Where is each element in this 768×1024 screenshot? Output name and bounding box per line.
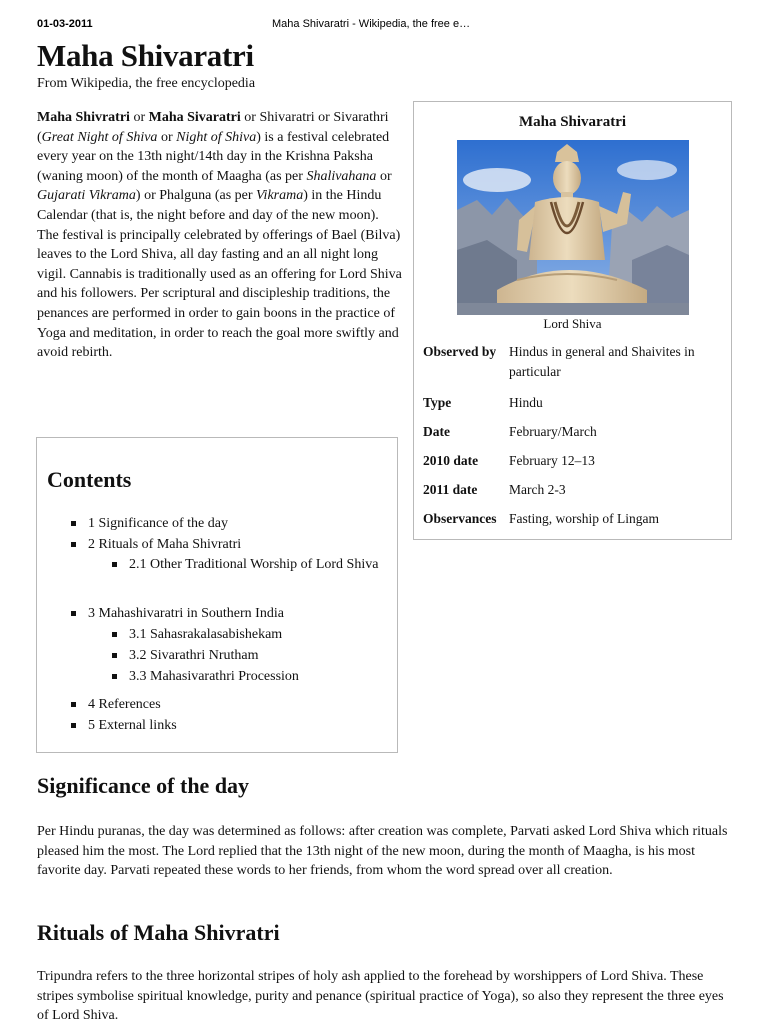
article-tagline: From Wikipedia, the free encyclopedia [37, 76, 256, 91]
intro-text: or [376, 168, 392, 184]
toc-link-label: 2.1 Other Traditional Worship of Lord Shiva [129, 557, 379, 572]
toc-link-procession[interactable] [129, 666, 384, 687]
toc-link-sahasrakalasabishekam[interactable] [129, 624, 384, 645]
toc-link-references[interactable] [88, 694, 161, 715]
bullet-icon [112, 632, 117, 637]
bullet-icon [112, 653, 117, 658]
infobox-value: Fasting, worship of Lingam [509, 511, 659, 526]
italic-term: Shalivahana [306, 168, 377, 184]
bullet-icon [112, 562, 117, 567]
infobox-value: Hindus in general and Shaivites in particular [509, 344, 695, 379]
toc-link-southern-india[interactable] [88, 603, 284, 624]
infobox-key: Observed by [423, 344, 497, 359]
toc-link-label: 4 References [88, 697, 161, 712]
toc-link-significance[interactable] [88, 513, 228, 534]
page-title: Maha Shivaratri [37, 38, 254, 73]
toc-link-label: 3 Mahashivaratri in Southern India [88, 606, 284, 621]
intro-text: or [129, 110, 149, 125]
intro-text: or [157, 129, 177, 145]
print-header [37, 18, 731, 34]
infobox-value: March 2-3 [509, 482, 566, 497]
section-heading-rituals: Rituals of Maha Shivratri [37, 920, 280, 945]
infobox-key: Date [423, 424, 450, 439]
intro-paragraph [37, 108, 403, 363]
infobox-key: 2011 date [423, 482, 478, 497]
bullet-icon [112, 674, 117, 679]
intro-text: ) or Phalguna (as per [135, 188, 257, 204]
infobox-value: February 12–13 [509, 453, 595, 468]
print-page-title: Maha Shivaratri - Wikipedia, the free e… [272, 18, 471, 30]
bullet-icon [71, 521, 76, 526]
infobox-value: February/March [509, 424, 597, 439]
infobox-title: Maha Shivaratri [518, 114, 627, 130]
toc-link-label: 2 Rituals of Maha Shivratri [88, 537, 242, 552]
infobox-key: 2010 date [423, 453, 479, 468]
toc-link-label: 3.2 Sivarathri Nrutham [129, 648, 259, 663]
table-of-contents [36, 437, 398, 753]
bold-term: Maha Sivaratri [148, 110, 241, 125]
toc-link-external-links[interactable] [88, 715, 177, 736]
intro-text: or Shivaratri or Sivarathri ( [37, 110, 389, 145]
italic-term: Great Night of Shiva [41, 129, 158, 145]
shiva-statue-image[interactable] [457, 140, 689, 315]
toc-link-nrutham[interactable] [129, 645, 384, 666]
toc-link-label: 3.1 Sahasrakalasabishekam [129, 627, 283, 642]
infobox-caption: Lord Shiva [543, 316, 602, 331]
bullet-icon [71, 702, 76, 707]
toc-link-label: 3.3 Mahasivarathri Procession [129, 669, 299, 684]
toc-link-label: 5 External links [88, 718, 177, 733]
toc-link-label: 1 Significance of the day [88, 516, 228, 531]
intro-text: ) is a festival celebrated every year on the 13th night/14th day in the Krishna Paksha (waning moon) of the month of Maagha (as per [37, 129, 390, 184]
bold-term: Maha Shivratri [37, 110, 130, 125]
bullet-icon [71, 542, 76, 547]
infobox-value: Hindu [509, 395, 543, 410]
toc-title: Contents [47, 467, 132, 492]
bullet-icon [71, 611, 76, 616]
section-heading-significance: Significance of the day [37, 773, 250, 798]
italic-term: Night of Shiva [176, 129, 257, 145]
infobox [413, 101, 732, 540]
italic-term: Vikrama [256, 188, 304, 204]
infobox-key: Type [423, 395, 452, 410]
bullet-icon [71, 723, 76, 728]
print-date: 01-03-2011 [37, 18, 93, 30]
toc-link-rituals[interactable] [88, 534, 241, 555]
toc-link-other-worship[interactable] [129, 554, 384, 575]
section-paragraph-rituals: Tripundra refers to the three horizontal stripes of holy ash applied to the forehead by worshippers of Lord Shiva. These stripes symbolise spiritual knowledge, purity and penance (spiritual practice of Yoga), so also they represent the three eyes of Lord Shiva. [37, 969, 724, 1024]
section-paragraph-significance: Per Hindu puranas, the day was determined as follows: after creation was complete, Parvati asked Lord Shiva which rituals pleased him the most. The Lord replied that the 13th night of the new moon, during the month of Maagha, is his most favorite day. Parvati repeated these words to her friends, from whom the word spread over all creation. [37, 824, 728, 879]
italic-term: Gujarati Vikrama [37, 188, 136, 204]
intro-text: ) in the Hindu Calendar (that is, the night before and day of the new moon). The festival is principally celebrated by offerings of Bael (Bilva) leaves to the Lord Shiva, all day fasting and an all night long vigil. Cannabis is traditionally used as an offering for Lord Shiva and his followers. Per scriptural and discipleship traditions, the penances are performed in order to gain boons in the practice of Yoga and meditation, in order to reach the goal more swiftly and avoid rebirth. [37, 188, 402, 361]
infobox-key: Observances [423, 511, 497, 526]
shiva-statue-picture [457, 140, 689, 315]
